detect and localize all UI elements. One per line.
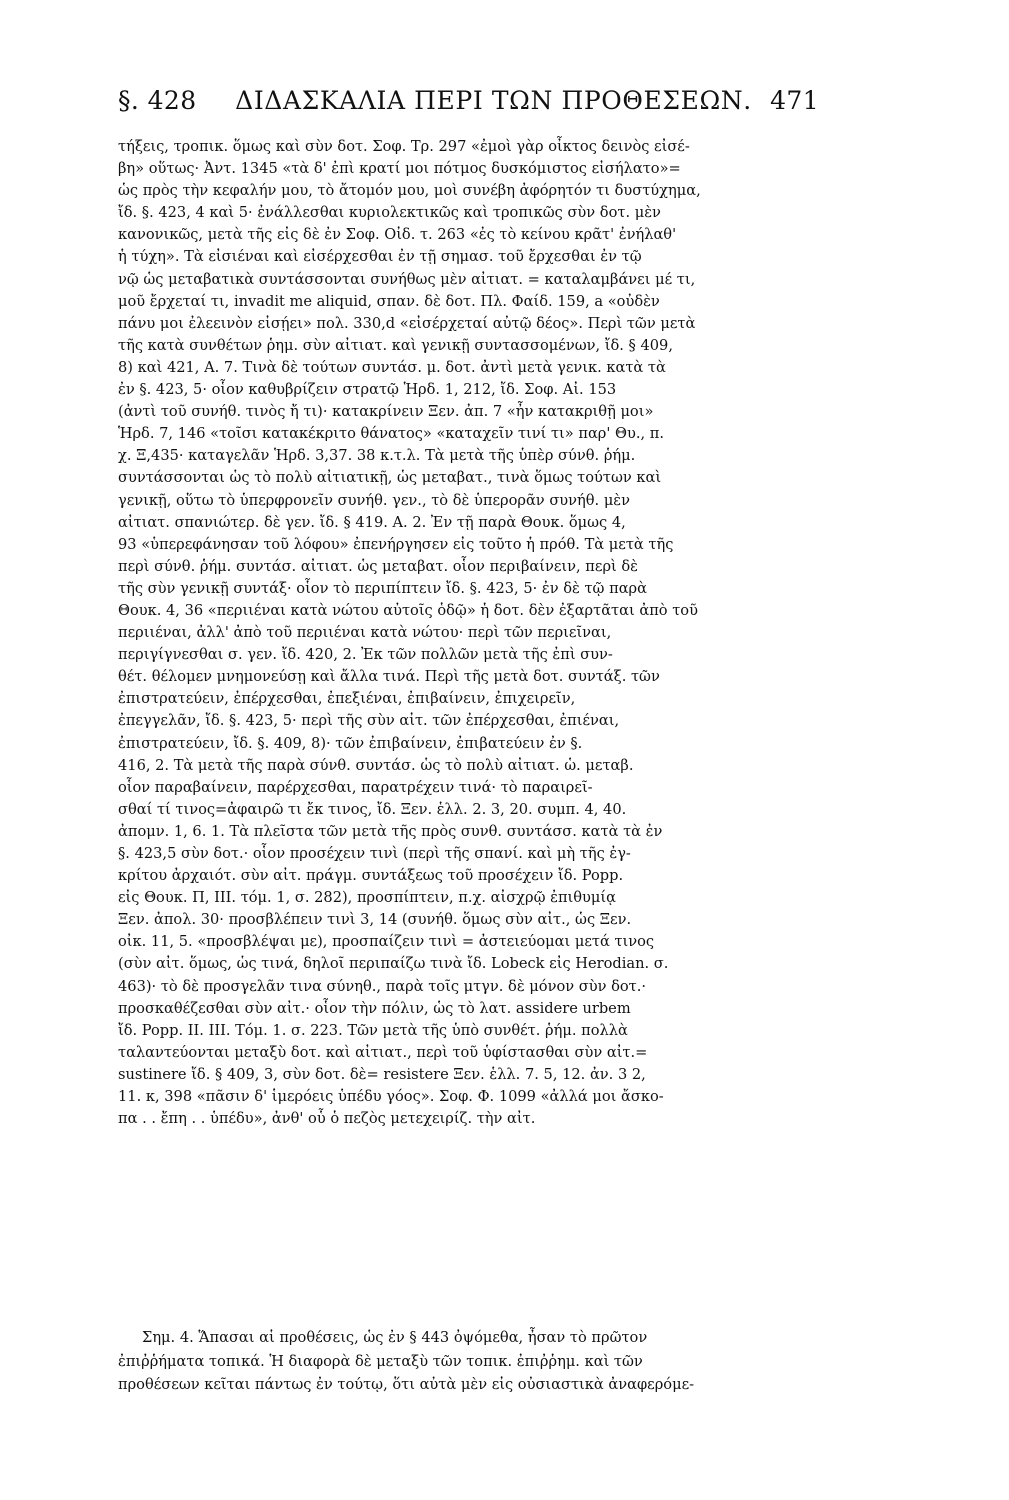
text-line: Ἡρδ. 7, 146 «τοῖσι κατακέκριτο θάνατος» «καταχεῖν τινί τι» παρ' Θυ., π. <box>118 425 665 443</box>
footnote-remark <box>118 1326 813 1397</box>
text-line: ἐπεγγελᾶν, ἴδ. §. 423, 5· περὶ τῆς σὺν αἰτ. τῶν ἐπέρχεσθαι, ἐπιέναι, <box>118 712 620 730</box>
text-line: ἴδ. §. 423, 4 καὶ 5· ἐνάλλεσθαι κυριολεκτικῶς καὶ τροπικῶς σὺν δοτ. μὲν <box>118 204 661 222</box>
text-line: αἰτιατ. σπανιώτερ. δὲ γεν. ἴδ. § 419. Α. 2. Ἐν τῇ παρὰ Θουκ. ὅμως 4, <box>118 513 626 531</box>
text-line: πα . . ἔπη . . ὑπέδυ», ἀνθ' οὗ ὁ πεζὸς μετεχειρίζ. τὴν αἰτ. <box>118 1110 536 1128</box>
text-line: πάνυ μοι ἐλεεινὸν εἰσῄει» πολ. 330,d «εἰσέρχεταί αὐτῷ δέος». Περὶ τῶν μετὰ <box>118 314 696 332</box>
text-line: γενικῇ, οὕτω τὸ ὑπερφρονεῖν συνήθ. γεν., τὸ δὲ ὑπερορᾶν συνήθ. μὲν <box>118 491 631 509</box>
text-line: ὡς πρὸς τὴν κεφαλήν μου, τὸ ἄτομόν μου, μοὶ συνέβη ἀφόρητόν τι δυστύχημα, <box>118 182 701 200</box>
page-title: ΔΙΔΑΣΚΑΛΙΑ ΠΕΡΙ ΤΩΝ ΠΡΟΘΕΣΕΩΝ. <box>235 86 752 115</box>
note-line: προθέσεων κεῖται πάντως ἐν τούτῳ, ὅτι αὐτὰ μὲν εἰς οὐσιαστικὰ ἀναφερόμε- <box>118 1376 695 1393</box>
text-line: οἰκ. 11, 5. «προσβλέψαι με), προσπαίζειν τινὶ = ἀστειεύομαι μετά τινος <box>118 933 655 951</box>
text-line: θέτ. θέλομεν μνημονεύσῃ καὶ ἄλλα τινά. Περὶ τῆς μετὰ δοτ. συντάξ. τῶν <box>118 668 660 686</box>
text-line: 8) καὶ 421, Α. 7. Τινὰ δὲ τούτων συντάσ. μ. δοτ. ἀντὶ μετὰ γενικ. κατὰ τὰ <box>118 358 666 376</box>
text-line: ἐπιστρατεύειν, ἐπέρχεσθαι, ἐπεξιέναι, ἐπιβαίνειν, ἐπιχειρεῖν, <box>118 690 576 708</box>
text-line: sustinere ἴδ. § 409, 3, σὺν δοτ. δὲ= resistere Ξεν. ἑλλ. 7. 5, 12. ἀν. 3 2, <box>118 1065 646 1083</box>
text-line: τήξεις, τροπικ. ὅμως καὶ σὺν δοτ. Σοφ. Τρ. 297 «ἐμοὶ γὰρ οἶκτος δεινὸς εἰσέ- <box>118 138 690 155</box>
text-line: τῆς κατὰ συνθέτων ῥημ. σὺν αἰτιατ. καὶ γενικῇ συντασσομένων, ἴδ. § 409, <box>118 336 673 354</box>
text-line: μοῦ ἔρχεταί τι, invadit me aliquid, σπαν. δὲ δοτ. Πλ. Φαίδ. 159, a «οὐδὲν <box>118 292 660 310</box>
text-line: προσκαθέζεσθαι σὺν αἰτ.· οἷον τὴν πόλιν, ὡς τὸ λατ. assidere urbem <box>118 999 631 1017</box>
text-line: περιιέναι, ἀλλ' ἀπὸ τοῦ περιιέναι κατὰ νώτου· περὶ τῶν περιεῖναι, <box>118 624 612 642</box>
text-line: περὶ σύνθ. ῥήμ. συντάσ. αἰτιατ. ὡς μεταβατ. οἷον περιβαίνειν, περὶ δὲ <box>118 557 639 575</box>
text-line: Θουκ. 4, 36 «περιιέναι κατὰ νώτου αὐτοῖς ὁδῷ» ἡ δοτ. δὲν ἐξαρτᾶται ἀπὸ τοῦ <box>118 601 698 619</box>
text-line: περιγίγνεσθαι σ. γεν. ἴδ. 420, 2. Ἐκ τῶν πολλῶν μετὰ τῆς ἐπὶ συν- <box>118 646 613 664</box>
text-line: ἐπιστρατεύειν, ἴδ. §. 409, 8)· τῶν ἐπιβαίνειν, ἐπιβατεύειν ἐν §. <box>118 734 583 752</box>
text-line: 93 «ὑπερεφάνησαν τοῦ λόφου» ἐπενήργησεν εἰς τοῦτο ἡ πρόθ. Τὰ μετὰ τῆς <box>118 535 674 553</box>
text-line: ἐν §. 423, 5· οἷον καθυβρίζειν στρατῷ Ἡρδ. 1, 212, ἴδ. Σοφ. Αἰ. 153 <box>118 381 617 399</box>
text-line: σθαί τί τινος=ἀφαιρῶ τι ἔκ τινος, ἴδ. Ξεν. ἑλλ. 2. 3, 20. συμπ. 4, 40. <box>118 800 627 818</box>
text-line: (ἀντὶ τοῦ συνήθ. τινὸς ἤ τι)· κατακρίνειν Ξεν. ἀπ. 7 «ἦν κατακριθῇ μοι» <box>118 403 654 421</box>
text-line: τῆς σὺν γενικῇ συντάξ· οἷον τὸ περιπίπτειν ἴδ. §. 423, 5· ἐν δὲ τῷ παρὰ <box>118 579 647 597</box>
text-line: ἀπομν. 1, 6. 1. Τὰ πλεῖστα τῶν μετὰ τῆς πρὸς συνθ. συντάσσ. κατὰ τὰ ἐν <box>118 822 663 840</box>
running-header <box>118 86 819 126</box>
text-line: βη» οὕτως· Ἀντ. 1345 «τὰ δ' ἐπὶ κρατί μοι πότμος δυσκόμιστος εἰσήλατο»= <box>118 160 681 178</box>
page-number: 471 <box>770 86 819 115</box>
text-line: κρίτου ἀρχαιότ. σὺν αἰτ. πράγμ. συντάξεως τοῦ προσέχειν ἴδ. Popp. <box>118 867 624 885</box>
text-line: συντάσσονται ὡς τὸ πολὺ αἰτιατικῇ, ὡς μεταβατ., τινὰ ὅμως τούτων καὶ <box>118 469 662 487</box>
note-line: Σημ. 4. Ἅπασαι αἱ προθέσεις, ὡς ἐν § 443 ὀψόμεθα, ἦσαν τὸ πρῶτον <box>142 1329 648 1346</box>
text-line: ἡ τύχη». Τὰ εἰσιέναι καὶ εἰσέρχεσθαι ἐν τῇ σημασ. τοῦ ἔρχεσθαι ἐν τῷ <box>118 248 642 266</box>
text-line: κανονικῶς, μετὰ τῆς εἰς δὲ ἐν Σοφ. Οἰδ. τ. 263 «ἐς τὸ κείνου κρᾶτ' ἐνήλαθ' <box>118 226 677 244</box>
note-line: ἐπιῤῥήματα τοπικά. Ἡ διαφορὰ δὲ μεταξὺ τῶν τοπικ. ἐπιῤῥημ. καὶ τῶν <box>118 1352 643 1370</box>
text-line: Ξεν. ἀπολ. 30· προσβλέπειν τινὶ 3, 14 (συνήθ. ὅμως σὺν αἰτ., ὡς Ξεν. <box>118 911 632 929</box>
section-number: §. 428 <box>118 86 197 115</box>
text-line: 11. κ, 398 «πᾶσιν δ' ἱμερόεις ὑπέδυ γόος». Σοφ. Φ. 1099 «ἀλλά μοι ἄσκο- <box>118 1088 664 1106</box>
text-line: ἴδ. Popp. II. III. Τόμ. 1. σ. 223. Τῶν μετὰ τῆς ὑπὸ συνθέτ. ῥήμ. πολλὰ <box>118 1021 628 1039</box>
text-line: οἷον παραβαίνειν, παρέρχεσθαι, παρατρέχειν τινά· τὸ παραιρεῖ- <box>118 778 593 796</box>
text-line: χ. Ξ,435· καταγελᾶν Ἡρδ. 3,37. 38 κ.τ.λ. Τὰ μετὰ τῆς ὑπὲρ σύνθ. ῥήμ. <box>118 447 636 465</box>
text-line: εἰς Θουκ. Π, ΙΙΙ. τόμ. 1, σ. 282), προσπίπτειν, π.χ. αἰσχρῷ ἐπιθυμίᾳ <box>118 889 616 907</box>
text-line: 416, 2. Τὰ μετὰ τῆς παρὰ σύνθ. συντάσ. ὡς τὸ πολὺ αἰτιατ. ὡ. μεταβ. <box>118 756 634 774</box>
main-text <box>118 136 813 1130</box>
text-line: §. 423,5 σὺν δοτ.· οἷον προσέχειν τινὶ (περὶ τῆς σπανί. καὶ μὴ τῆς ἐγ- <box>118 845 631 862</box>
text-line: 463)· τὸ δὲ προσγελᾶν τινα σύνηθ., παρὰ τοῖς μτγν. δὲ μόνον σὺν δοτ.· <box>118 977 647 995</box>
text-line: νῷ ὡς μεταβατικὰ συντάσσονται συνήθως μὲν αἰτιατ. = καταλαμβάνει μέ τι, <box>118 270 696 288</box>
text-line: (σὺν αἰτ. ὅμως, ὡς τινά, δηλοῖ περιπαίζω τινὰ ἴδ. Lobeck εἰς Herodian. σ. <box>118 955 669 973</box>
text-line: ταλαντεύονται μεταξὺ δοτ. καὶ αἰτιατ., περὶ τοῦ ὑφίστασθαι σὺν αἰτ.= <box>118 1043 648 1061</box>
